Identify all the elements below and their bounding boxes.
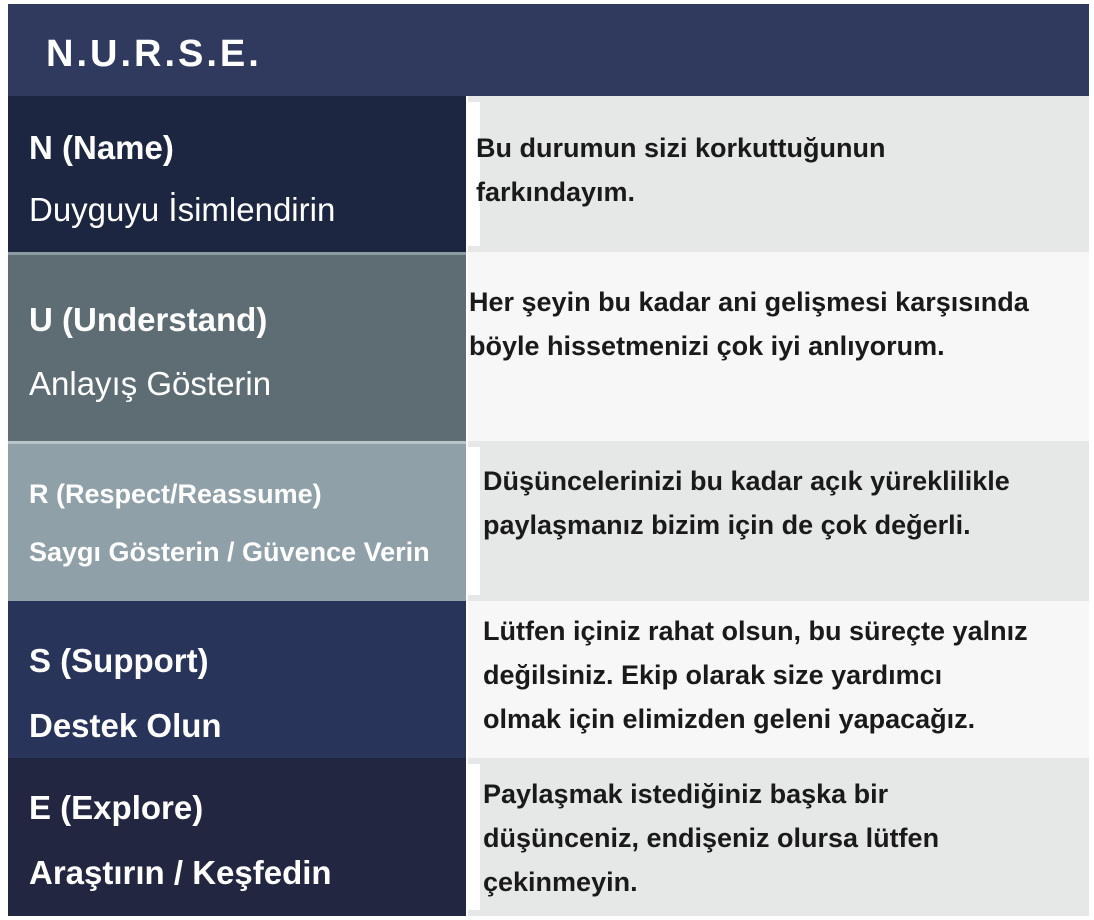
phrase-line: değilsiniz. Ekip olarak size yardımcı [483, 660, 943, 690]
row-phrase [483, 609, 1028, 741]
row-subtitle: Saygı Gösterin / Güvence Verin [29, 537, 430, 567]
row-key-cell [8, 252, 466, 441]
phrase-line: Bu durumun sizi korkuttuğunun [476, 133, 886, 163]
row-respect [8, 441, 1089, 601]
row-key: E (Explore) [29, 789, 204, 826]
row-subtitle: Duyguyu İsimlendirin [29, 191, 336, 228]
row-phrase [483, 459, 1010, 547]
row-subtitle: Araştırın / Keşfedin [29, 854, 332, 891]
phrase-line: Paylaşmak istediğiniz başka bir [483, 779, 889, 809]
row-key-cell [8, 441, 466, 601]
cell-divider [468, 764, 480, 910]
row-explore [8, 758, 1089, 916]
phrase-line: böyle hissetmenizi çok iyi anlıyorum. [469, 331, 945, 361]
phrase-line: paylaşmanız bizim için de çok değerli. [483, 510, 971, 540]
phrase-line: düşünceniz, endişeniz olursa lütfen [483, 823, 940, 853]
phrase-line: Her şeyin bu kadar ani gelişmesi karşısında [469, 287, 1029, 317]
nurse-table [8, 4, 1089, 916]
row-phrase [483, 772, 939, 904]
table-header [8, 4, 1089, 96]
row-support [8, 601, 1089, 758]
page-title: N.U.R.S.E. [46, 33, 262, 75]
phrase-line: farkındayım. [476, 177, 636, 207]
row-key: N (Name) [29, 129, 174, 166]
phrase-line: çekinmeyin. [483, 867, 638, 897]
cell-divider [468, 447, 480, 595]
row-key: R (Respect/Reassume) [29, 479, 322, 509]
row-subtitle: Destek Olun [29, 707, 222, 744]
row-phrase [476, 126, 885, 214]
row-subtitle: Anlayış Gösterin [29, 365, 272, 402]
row-understand [8, 252, 1089, 441]
row-name [8, 96, 1089, 252]
phrase-line: olmak için elimizden geleni yapacağız. [483, 704, 976, 734]
row-key: U (Understand) [29, 301, 268, 338]
phrase-line: Düşüncelerinizi bu kadar açık yüreklilikle [483, 466, 1010, 496]
row-key: S (Support) [29, 642, 209, 679]
phrase-line: Lütfen içiniz rahat olsun, bu süreçte yalnız [483, 616, 1028, 646]
row-phrase [469, 280, 1029, 368]
